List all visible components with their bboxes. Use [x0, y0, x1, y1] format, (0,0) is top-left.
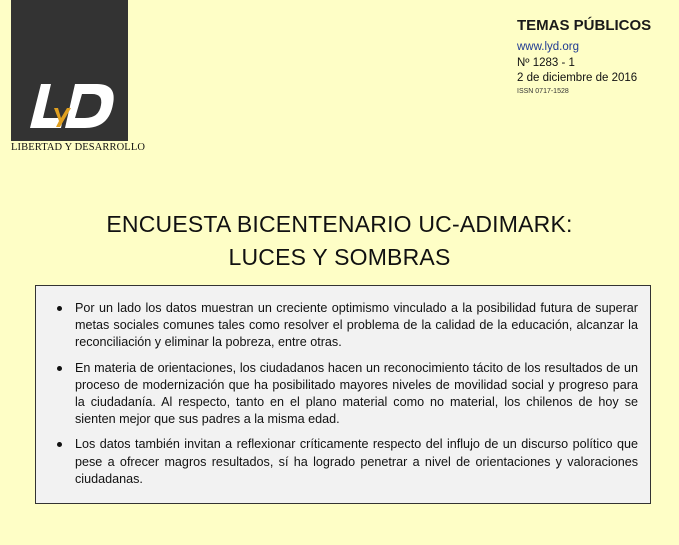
summary-item-text: En materia de orientaciones, los ciudadanos hacen un reconocimiento tácito de los resultados de un proceso de modernización que ha posibilitado mayores niveles de movilidad social y progreso para la ciudadanía. Al respecto, tanto en el plano material como no material, los chilenos de hoy se sienten mejor que sus padres a la misma edad. — [75, 360, 638, 427]
lyd-logo — [11, 0, 128, 141]
summary-item — [48, 436, 638, 488]
summary-list — [48, 300, 638, 488]
summary-item-text: Por un lado los datos muestran un creciente optimismo vinculado a la posibilidad futura de superar metas sociales comunes tales como resolver el problema de la calidad de la educación, alcanzar la reconciliación y eliminar la pobreza, entre otras. — [75, 301, 638, 350]
summary-item-text: Los datos también invitan a reflexionar críticamente respecto del influjo de un discurso político que pese a ofrecer magros resultados, sí ha logrado penetrar a nivel de orientaciones y valoraciones ciudadanas. — [75, 437, 638, 486]
series-title: TEMAS PÚBLICOS — [517, 17, 652, 34]
bullet-icon — [57, 442, 62, 447]
summary-box — [35, 285, 651, 504]
website-link[interactable]: www.lyd.org — [517, 41, 579, 53]
publication-date: 2 de diciembre de 2016 — [517, 72, 638, 84]
issue-number: Nº 1283 - 1 — [517, 57, 575, 69]
summary-item — [48, 360, 638, 429]
lyd-logo-mark — [11, 0, 128, 141]
title-line-2: LUCES Y SOMBRAS — [228, 244, 451, 270]
publication-meta — [517, 17, 677, 97]
bullet-icon — [57, 306, 62, 311]
issn: ISSN 0717-1528 — [517, 88, 569, 95]
bullet-icon — [57, 366, 62, 371]
document-title — [0, 208, 679, 274]
title-line-1: ENCUESTA BICENTENARIO UC-ADIMARK: — [106, 211, 573, 237]
summary-item — [48, 300, 638, 352]
logo-caption: LIBERTAD Y DESARROLLO — [11, 142, 146, 153]
